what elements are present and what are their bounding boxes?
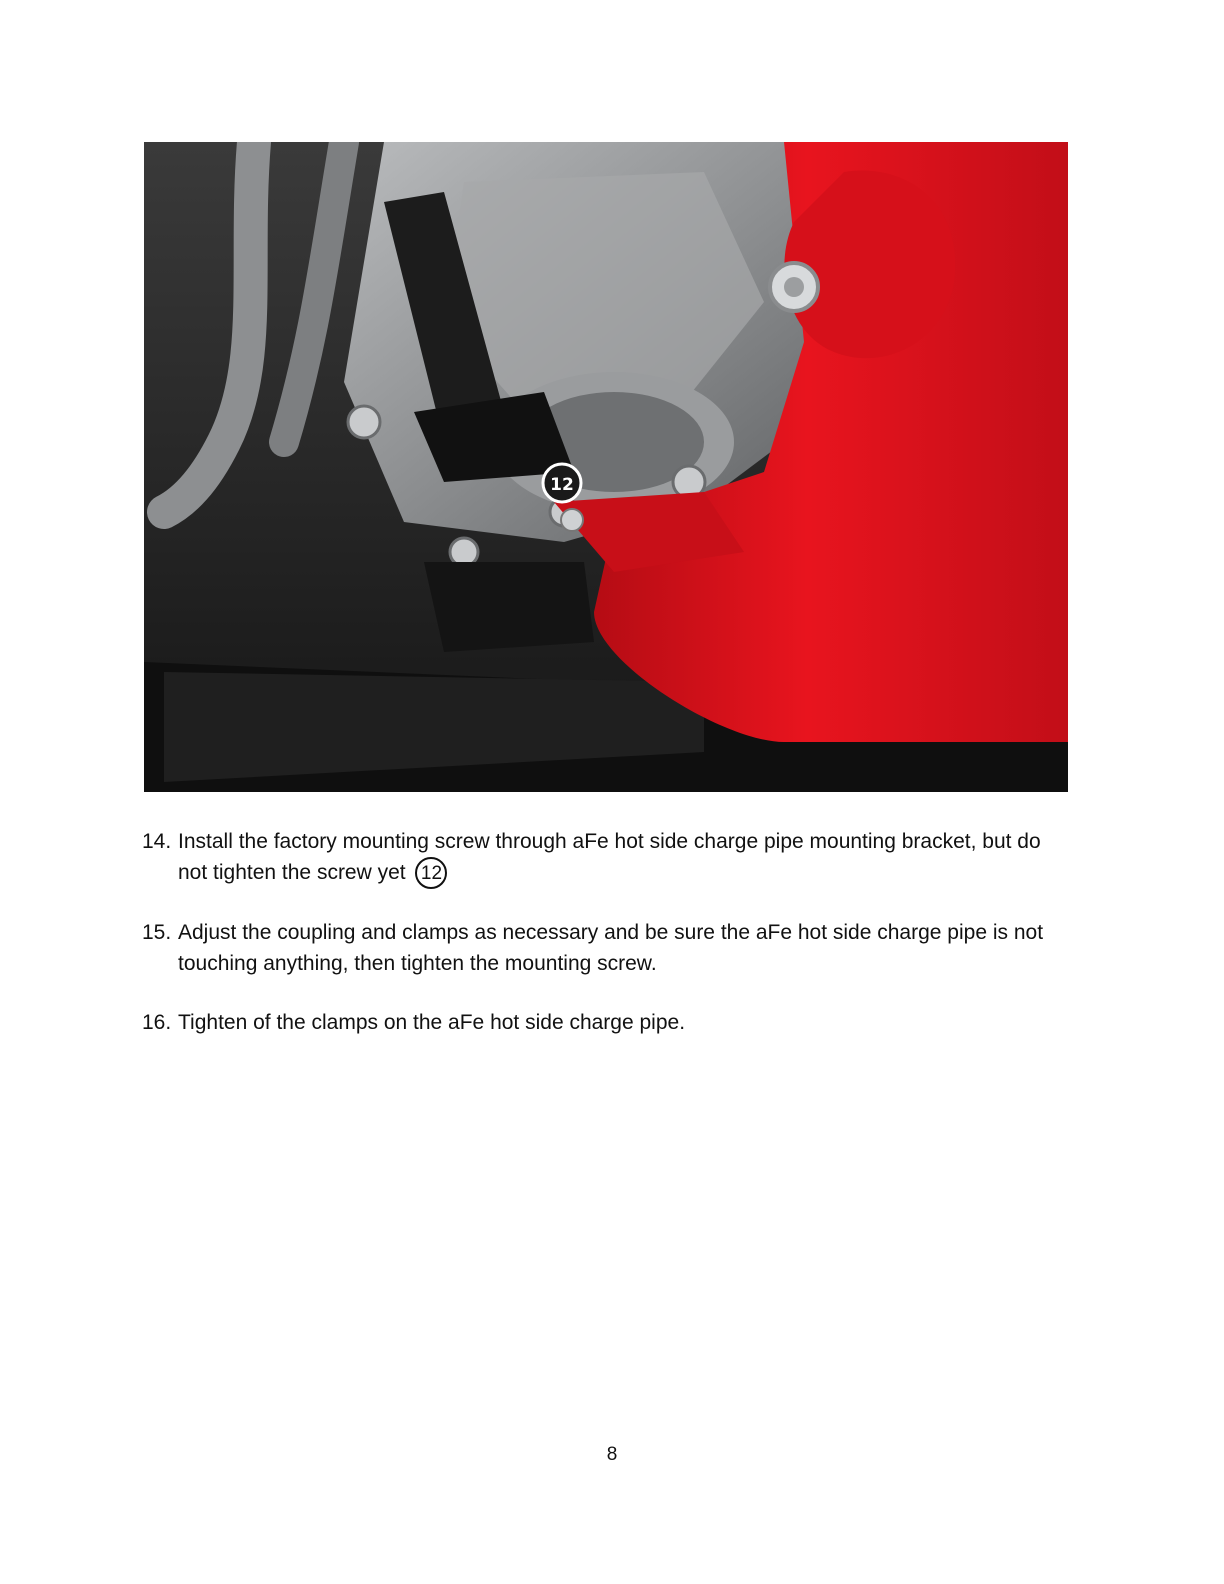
step-text: Adjust the coupling and clamps as necessary and be sure the aFe hot side charge pipe is not touching anything, then tighten the mounting screw. — [178, 921, 1044, 976]
step-number: 14. — [142, 830, 172, 853]
step-14 — [142, 826, 1072, 889]
step-text: Install the factory mounting screw through aFe hot side charge pipe mounting bracket, but do not tighten the screw yet — [178, 830, 1041, 884]
step-text: Tighten of the clamps on the aFe hot side charge pipe. — [178, 1011, 686, 1035]
callout-12-label: 12 — [550, 475, 574, 495]
page-number: 8 — [606, 1444, 618, 1465]
engine-bay-illustration — [144, 142, 1068, 792]
step-15 — [142, 917, 1072, 979]
step-number: 16. — [142, 1011, 172, 1035]
step-16 — [142, 1007, 1072, 1038]
instruction-steps — [142, 826, 1072, 1066]
callout-12-badge: 12 — [415, 857, 447, 889]
installation-photo — [144, 142, 1068, 792]
step-number: 15. — [142, 921, 172, 945]
